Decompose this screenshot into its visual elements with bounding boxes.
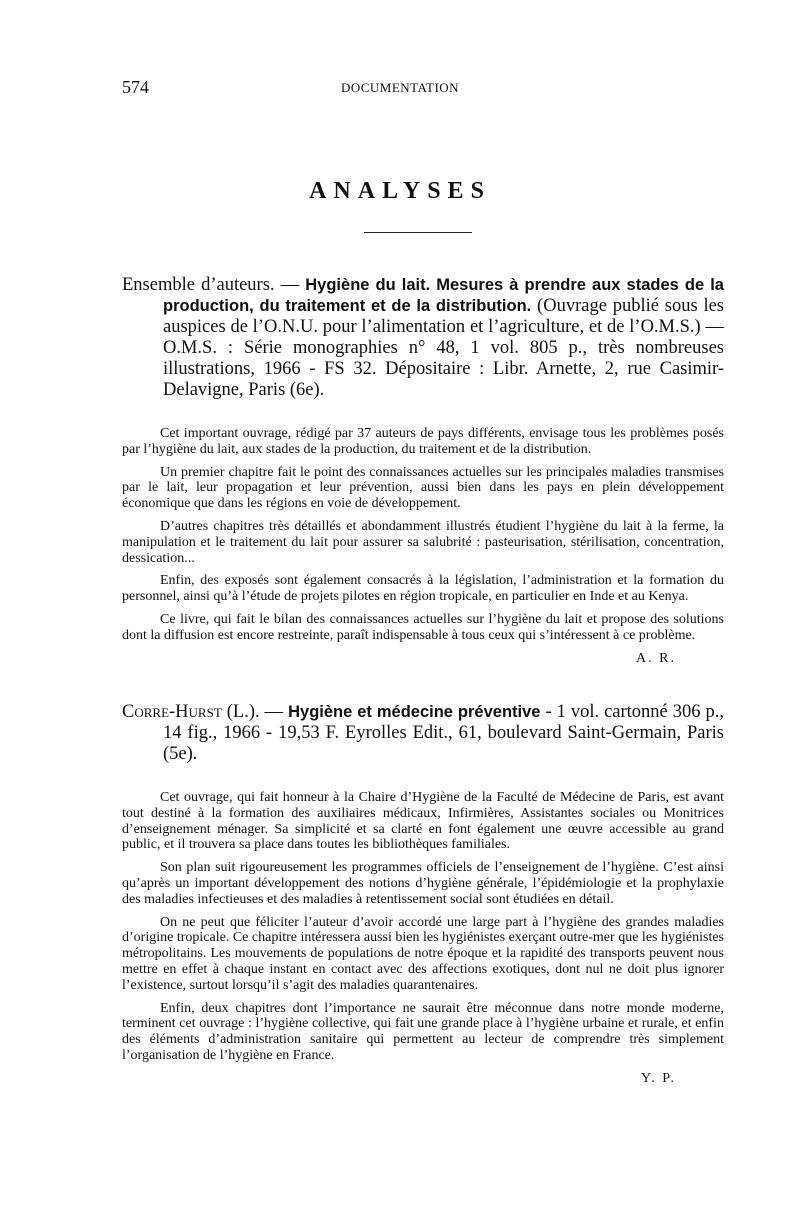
paragraph: Cet ouvrage, qui fait honneur à la Chaire d’Hygiène de la Faculté de Médecine de Paris, est avant tout destiné à la formation des auxiliaires médicaux, Infirmières, Assistantes sociales ou Monitrices d’enseignement ménager. Sa simplicité et sa clarté en font également une œuvre accessible au grand public, et il trouvera sa place dans toutes les bibliothèques familiales. [122, 790, 724, 853]
entry-authors: Ensemble d’auteurs. [122, 275, 275, 295]
page-number: 574 [122, 77, 149, 97]
entry-heading: Ensemble d’auteurs. — Hygiène du lait. Mesures à prendre aux stades de la production, du traitement et de la distribution. (Ouvrage publié sous les auspices de l’O.N.U. pour l’alimentation et l’agriculture, et de l’O.M.S.) — O.M.S. : Série monographies n° 48, 1 vol. 805 p., très nombreuses illustrations, 1966 - FS 32. Dépositaire : Libr. Arnette, 2, rue Casimir-Delavigne, Paris (6e). [122, 275, 725, 400]
paragraph: Cet important ouvrage, rédigé par 37 auteurs de pays différents, envisage tous les problèmes posés par l’hygiène du lait, aux stades de la production, du traitement et de la distribution. [122, 426, 724, 457]
entry-heading: Corre-Hurst (L.). — Hygiène et médecine préventive - 1 vol. cartonné 306 p., 14 fig., 1966 - 19,53 F. Eyrolles Edit., 61, boulevard Saint-Germain, Paris (5e). [122, 702, 724, 764]
paragraph: D’autres chapitres très détaillés et abondamment illustrés étudient l’hygiène du lait à la ferme, la manipulation et le traitement du lait pour assurer sa salubrité : pasteurisation, stérilisation, concentration, dessication... [122, 518, 724, 566]
entry-details: - 1 vol. cartonné 306 p., 14 fig., 1966 - 19,53 F. Eyrolles Edit., 61, boulevard Saint-Germain, Paris (5e). [163, 702, 724, 764]
paragraph: On ne peut que féliciter l’auteur d’avoir accordé une large part à l’hygiène des grandes maladies d’origine tropicale. Ce chapitre intéressera aussi bien les hygiénistes exerçant outre-mer que les hygiénistes métropolitains. Les mouvements de populations de notre époque et la rapidité des transports peuvent nous mettre en effet à chaque instant en contact avec des affections exotiques, dont nul ne doit plus ignorer l’existence, surtout lorsqu’il s’agit des maladies quarantenaires. [122, 914, 724, 993]
paragraph: Enfin, deux chapitres dont l’importance ne saurait être méconnue dans notre monde moderne, terminent cet ouvrage : l’hygiène collective, qui fait une grande place à l’hygiène urbaine et rurale, et enfin des éléments d’administration sanitaire qui permettent au lecteur de comprendre très simplement l’organisation de l’hygiène en France. [122, 1000, 724, 1063]
entry-title: Hygiène et médecine préventive [288, 703, 541, 721]
entry-details: (Ouvrage publié sous les auspices de l’O.N.U. pour l’alimentation et l’agriculture, et de l’O.M.S.) — O.M.S. : Série monographies n° 48, 1 vol. 805 p., très nombreuses illustrations, 1966 - FS 32. Dépositaire : Libr. Arnette, 2, rue Casimir-Delavigne, Paris (6e). [163, 296, 725, 400]
running-head: DOCUMENTATION [340, 80, 460, 95]
paragraph: Ce livre, qui fait le bilan des connaissances actuelles sur l’hygiène du lait et propose des solutions dont la diffusion est encore restreinte, paraît indispensable à tous ceux qui s’intéressent à ce problème. [122, 611, 724, 643]
paragraph: Un premier chapitre fait le point des connaissances actuelles sur les principales maladies transmises par le lait, leur propagation et leur prévention, aussi bien dans les pays en plein développement économique que dans les régions en voie de développement. [122, 464, 724, 512]
entry-body [122, 790, 724, 1087]
review-entry [122, 275, 724, 667]
reviewer-signature: Y. P. [640, 1070, 676, 1086]
title-rule [364, 232, 472, 233]
paragraph: Enfin, des exposés sont également consacrés à la législation, l’administration et la formation du personnel, ainsi qu’à l’étude de projets pilotes en région tropicale, en particulier en Inde et au Kenya. [122, 573, 724, 605]
entry-title: Hygiène du lait. Mesures à prendre aux stades de la production, du traitement et de la distribution. [163, 276, 724, 315]
entry-body [122, 426, 724, 667]
entry-authors: Corre-Hurst (L.). [122, 702, 260, 722]
reviewer-signature: A. R. [636, 650, 676, 666]
paragraph: Son plan suit rigoureusement les programmes officiels de l’enseignement de l’hygiène. C’est ainsi qu’après un important développement des notions d’hygiène générale, l’épidémiologie et la prophylaxie des maladies infectieuses et des maladies à retentissement social sont étudiées en détail. [122, 860, 724, 907]
review-entry [122, 702, 724, 1087]
section-title: ANALYSES [309, 178, 491, 204]
